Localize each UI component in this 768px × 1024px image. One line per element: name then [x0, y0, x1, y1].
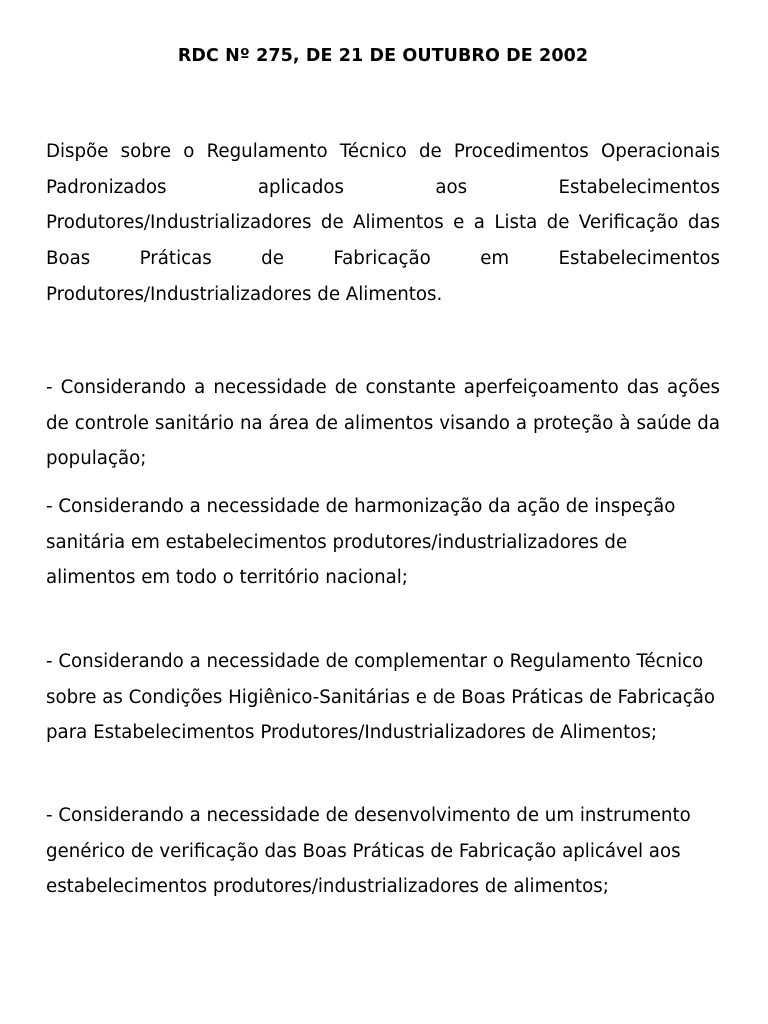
document-title: RDC Nº 275, DE 21 DE OUTUBRO DE 2002 — [177, 46, 589, 66]
considering-paragraph-1: - Considerando a necessidade de constante aperfeiçoamento das ações de controle sanitário na área de alimentos visando a proteção à saúde da população; — [46, 377, 720, 470]
document-summary: Dispõe sobre o Regulamento Técnico de Procedimentos Operacionais Padronizados aplicados aos Estabelecimentos Produtores/Industrializadores de Alimentos e a Lista de Verificação das Boas Práticas de Fabricação em Estabelecimentos Produtores/Industrializadores de Alimentos. — [46, 141, 720, 305]
considering-paragraph-2: - Considerando a necessidade de harmonização da ação de inspeção sanitária em estabelecimentos produtores/industrializadores de alimentos em todo o território nacional; — [46, 496, 676, 589]
considering-paragraph-4: - Considerando a necessidade de desenvolvimento de um instrumento genérico de verificação das Boas Práticas de Fabricação aplicável aos estabelecimentos produtores/industrializadores de alimentos; — [46, 805, 691, 898]
considering-paragraph-3: - Considerando a necessidade de complementar o Regulamento Técnico sobre as Condições Higiênico-Sanitárias e de Boas Práticas de Fabricação para Estabelecimentos Produtores/Industrializadores de Alimentos; — [46, 651, 716, 744]
